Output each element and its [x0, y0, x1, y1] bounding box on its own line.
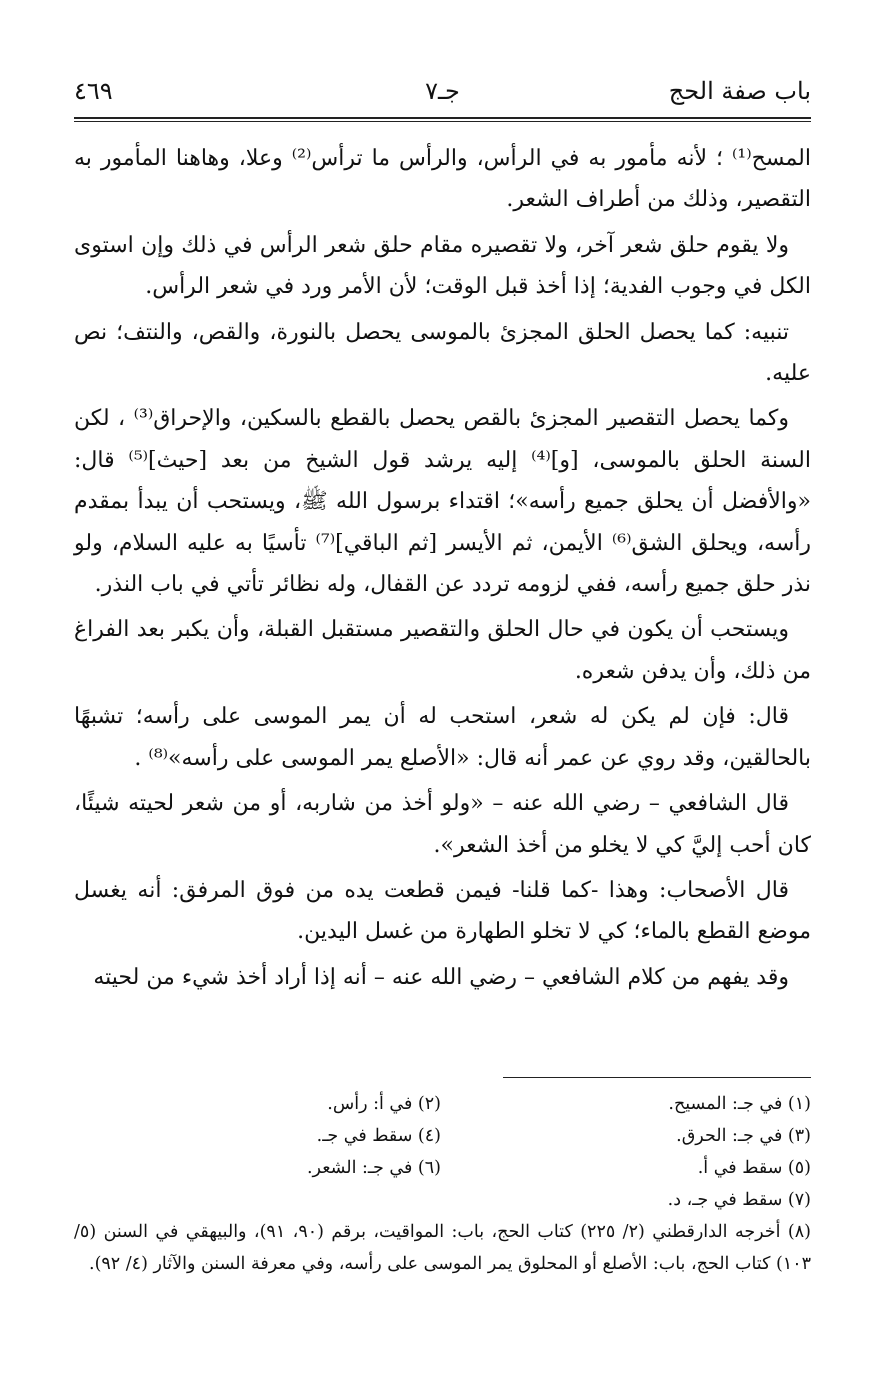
- paragraph: تنبيه: كما يحصل الحلق المجزئ بالموسى يحصل بالنورة، والقص، والنتف؛ نص عليه.: [74, 319, 811, 387]
- footnote-row: [74, 1120, 811, 1152]
- paragraph: ولا يقوم حلق شعر آخر، ولا تقصيره مقام حلق شعر الرأس في ذلك وإن استوى الكل في وجوب الفدية؛ إذا أخذ قبل الوقت؛ لأن الأمر ورد في شعر الرأس.: [74, 232, 811, 300]
- footnote-3: (٣) في جـ: الحرق.: [676, 1126, 811, 1146]
- paragraph: قال: فإن لم يكن له شعر، استحب له أن يمر الموسى على رأسه؛ تشبهًا بالحالقين، وقد روي عن عمر أنه قال: «الأصلع يمر الموسى على رأسه»⁽⁸⁾ .: [74, 704, 811, 771]
- running-header: [74, 72, 811, 112]
- paragraph: ويستحب أن يكون في حال الحلق والتقصير مستقبل القبلة، وأن يكبر بعد الفراغ من ذلك، وأن يدفن شعره.: [74, 617, 811, 684]
- footnote-row: [74, 1088, 811, 1120]
- footnote-5: (٥) سقط في أ.: [697, 1158, 811, 1178]
- header-rule: [74, 117, 811, 122]
- footnote-7: (٧) سقط في جـ، د.: [667, 1190, 811, 1210]
- volume-label: جـ٧: [425, 77, 460, 105]
- footnotes: [74, 1088, 811, 1280]
- footnote-8: (٨) أخرجه الدارقطني (٢/ ٢٢٥) كتاب الحج، باب: المواقيت، برقم (٩٠، ٩١)، والبيهقي في السنن (٥/ ١٠٣) كتاب الحج، باب: الأصلع أو المحلوق يمر الموسى على رأسه، وفي معرفة السنن والآثار (٤/ ٩٢).: [74, 1222, 811, 1274]
- paragraph: قال الشافعي – رضي الله عنه – «ولو أخذ من شاربه، أو من شعر لحيته شيئًا، كان أحب إليَّ كي لا يخلو من أخذ الشعر».: [74, 791, 811, 858]
- footnote-row: [74, 1184, 811, 1216]
- paragraph: وقد يفهم من كلام الشافعي – رضي الله عنه – أنه إذا أراد أخذ شيء من لحيته: [93, 964, 789, 990]
- paragraph: وكما يحصل التقصير المجزئ بالقص يحصل بالقطع بالسكين، والإحراق⁽³⁾ ، لكن السنة الحلق بالموسى، [و]⁽⁴⁾ إليه يرشد قول الشيخ من بعد [حيث]⁽⁵⁾ قال: «والأفضل أن يحلق جميع رأسه»؛ اقتداء برسول الله ﷺ، ويستحب أن يبدأ بمقدم رأسه، ويحلق الشق⁽⁶⁾ الأيمن، ثم الأيسر [ثم الباقي]⁽⁷⁾ تأسيًا به عليه السلام، ولو نذر حلق جميع رأسه، ففي لزومه تردد عن القفال، وله نظائر تأتي في باب النذر.: [74, 406, 812, 598]
- paragraph: المسح⁽¹⁾ ؛ لأنه مأمور به في الرأس، والرأس ما ترأس⁽²⁾ وعلا، وهاهنا المأمور به التقصير، وذلك من أطراف الشعر.: [74, 146, 811, 213]
- footnote-4: (٤) سقط في جـ.: [316, 1126, 441, 1146]
- paragraph: قال الأصحاب: وهذا -كما قلنا- فيمن قطعت يده من فوق المرفق: أنه يغسل موضع القطع بالماء؛ كي لا تخلو الطهارة من غسل اليدين.: [74, 877, 811, 945]
- footnote-2: (٢) في أ: رأس.: [327, 1094, 441, 1114]
- footnote-6: (٦) في جـ: الشعر.: [306, 1158, 441, 1178]
- footnote-1: (١) في جـ: المسيح.: [668, 1094, 811, 1114]
- footnote-rule: [503, 1077, 811, 1078]
- main-text: [74, 138, 811, 1002]
- page-number: ٤٦٩: [74, 77, 113, 105]
- chapter-title: باب صفة الحج: [668, 77, 811, 105]
- footnote-row: [74, 1152, 811, 1184]
